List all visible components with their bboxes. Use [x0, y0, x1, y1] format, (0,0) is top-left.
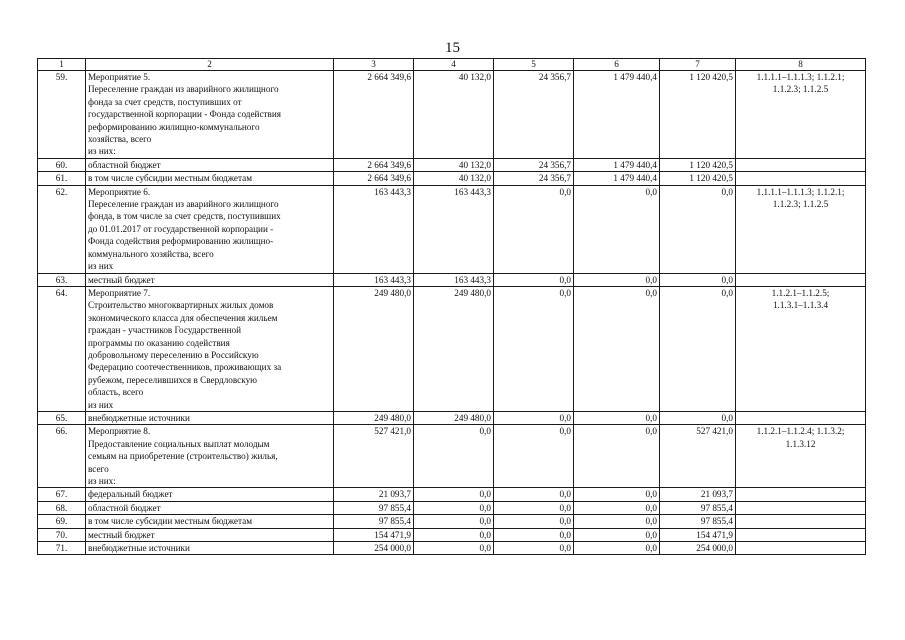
value-col3-cell: 254 000,0: [334, 542, 414, 555]
row-number-cell: 59.: [38, 71, 86, 159]
value-col5-cell: 24 356,7: [494, 158, 574, 171]
value-col6-cell: 0,0: [574, 286, 660, 411]
value-col5-cell: 0,0: [494, 411, 574, 424]
value-col7-cell: 1 120 420,5: [660, 158, 736, 171]
value-col7-cell: 0,0: [660, 185, 736, 273]
value-col6-cell: 1 479 440,4: [574, 172, 660, 185]
value-col4-cell: 40 132,0: [414, 172, 494, 185]
column-header: 2: [86, 59, 334, 71]
row-description-cell: местный бюджет: [86, 528, 334, 541]
row-number-cell: 68.: [38, 501, 86, 514]
value-col6-cell: 0,0: [574, 185, 660, 273]
table-row: [38, 411, 866, 424]
value-col5-cell: 0,0: [494, 185, 574, 273]
value-col5-cell: 0,0: [494, 273, 574, 286]
row-number-cell: 61.: [38, 172, 86, 185]
table-row: [38, 542, 866, 555]
target-indicators-cell: 1.1.1.1–1.1.1.3; 1.1.2.1; 1.1.2.3; 1.1.2.5: [736, 185, 866, 273]
value-col5-cell: 0,0: [494, 286, 574, 411]
row-description-cell: в том числе субсидии местным бюджетам: [86, 172, 334, 185]
value-col6-cell: 0,0: [574, 273, 660, 286]
column-header-row: [38, 59, 866, 71]
value-col6-cell: 0,0: [574, 528, 660, 541]
target-indicators-cell: [736, 515, 866, 528]
column-header: 4: [414, 59, 494, 71]
value-col7-cell: 0,0: [660, 273, 736, 286]
column-header: 3: [334, 59, 414, 71]
funding-table: [37, 58, 866, 555]
target-indicators-cell: [736, 528, 866, 541]
target-indicators-cell: 1.1.2.1–1.1.2.5; 1.1.3.1–1.1.3.4: [736, 286, 866, 411]
value-col6-cell: 1 479 440,4: [574, 71, 660, 159]
value-col3-cell: 2 664 349,6: [334, 172, 414, 185]
value-col6-cell: 0,0: [574, 488, 660, 501]
column-header: 1: [38, 59, 86, 71]
table-row: [38, 515, 866, 528]
value-col4-cell: 163 443,3: [414, 185, 494, 273]
row-number-cell: 65.: [38, 411, 86, 424]
target-indicators-cell: [736, 158, 866, 171]
table-row: [38, 488, 866, 501]
value-col4-cell: 249 480,0: [414, 286, 494, 411]
table-row: [38, 286, 866, 411]
value-col5-cell: 0,0: [494, 501, 574, 514]
value-col4-cell: 163 443,3: [414, 273, 494, 286]
value-col4-cell: 0,0: [414, 425, 494, 488]
value-col4-cell: 0,0: [414, 515, 494, 528]
row-description-cell: федеральный бюджет: [86, 488, 334, 501]
row-description-cell: местный бюджет: [86, 273, 334, 286]
row-description-cell: Мероприятие 6. Переселение граждан из аварийного жилищного фонда, в том числе за счет средств, поступивших до 01.01.2017 от государственной корпорации - Фонда содействия реформированию жилищно- коммунального хозяйства, всего из них: [86, 185, 334, 273]
table-row: [38, 425, 866, 488]
value-col3-cell: 2 664 349,6: [334, 71, 414, 159]
row-description-cell: в том числе субсидии местным бюджетам: [86, 515, 334, 528]
value-col5-cell: 0,0: [494, 425, 574, 488]
row-number-cell: 67.: [38, 488, 86, 501]
value-col4-cell: 40 132,0: [414, 71, 494, 159]
target-indicators-cell: [736, 488, 866, 501]
value-col5-cell: 24 356,7: [494, 71, 574, 159]
value-col4-cell: 0,0: [414, 488, 494, 501]
row-number-cell: 69.: [38, 515, 86, 528]
value-col4-cell: 0,0: [414, 501, 494, 514]
table-row: [38, 172, 866, 185]
value-col4-cell: 40 132,0: [414, 158, 494, 171]
value-col3-cell: 163 443,3: [334, 185, 414, 273]
target-indicators-cell: [736, 411, 866, 424]
value-col3-cell: 21 093,7: [334, 488, 414, 501]
row-number-cell: 60.: [38, 158, 86, 171]
value-col5-cell: 0,0: [494, 515, 574, 528]
target-indicators-cell: 1.1.1.1–1.1.1.3; 1.1.2.1; 1.1.2.3; 1.1.2.5: [736, 71, 866, 159]
target-indicators-cell: 1.1.2.1–1.1.2.4; 1.1.3.2; 1.1.3.12: [736, 425, 866, 488]
value-col3-cell: 527 421,0: [334, 425, 414, 488]
value-col3-cell: 249 480,0: [334, 286, 414, 411]
row-number-cell: 64.: [38, 286, 86, 411]
value-col6-cell: 1 479 440,4: [574, 158, 660, 171]
table-row: [38, 273, 866, 286]
value-col6-cell: 0,0: [574, 425, 660, 488]
row-description-cell: областной бюджет: [86, 501, 334, 514]
target-indicators-cell: [736, 172, 866, 185]
value-col5-cell: 0,0: [494, 542, 574, 555]
value-col6-cell: 0,0: [574, 501, 660, 514]
value-col6-cell: 0,0: [574, 515, 660, 528]
value-col4-cell: 249 480,0: [414, 411, 494, 424]
value-col4-cell: 0,0: [414, 528, 494, 541]
value-col7-cell: 254 000,0: [660, 542, 736, 555]
row-number-cell: 62.: [38, 185, 86, 273]
row-description-cell: Мероприятие 7. Строительство многоквартирных жилых домов экономического класса для обеспечения жильем граждан - участников Государственной программы по оказанию содействия добровольному переселению в Российскую Федерацию соотечественников, проживающих за рубежом, переселившихся в Свердловскую область, всего из них: [86, 286, 334, 411]
value-col5-cell: 0,0: [494, 528, 574, 541]
value-col7-cell: 21 093,7: [660, 488, 736, 501]
value-col3-cell: 97 855,4: [334, 515, 414, 528]
value-col7-cell: 0,0: [660, 286, 736, 411]
value-col6-cell: 0,0: [574, 411, 660, 424]
value-col3-cell: 154 471,9: [334, 528, 414, 541]
table-row: [38, 528, 866, 541]
table-row: [38, 185, 866, 273]
value-col5-cell: 0,0: [494, 488, 574, 501]
value-col7-cell: 1 120 420,5: [660, 71, 736, 159]
row-description-cell: внебюджетные источники: [86, 542, 334, 555]
column-header: 5: [494, 59, 574, 71]
value-col3-cell: 97 855,4: [334, 501, 414, 514]
row-number-cell: 63.: [38, 273, 86, 286]
table-row: [38, 501, 866, 514]
value-col6-cell: 0,0: [574, 542, 660, 555]
table-row: [38, 158, 866, 171]
table-row: [38, 71, 866, 159]
value-col7-cell: 527 421,0: [660, 425, 736, 488]
column-header: 8: [736, 59, 866, 71]
value-col4-cell: 0,0: [414, 542, 494, 555]
column-header: 7: [660, 59, 736, 71]
target-indicators-cell: [736, 501, 866, 514]
row-description-cell: внебюджетные источники: [86, 411, 334, 424]
row-number-cell: 66.: [38, 425, 86, 488]
value-col7-cell: 154 471,9: [660, 528, 736, 541]
value-col7-cell: 1 120 420,5: [660, 172, 736, 185]
value-col7-cell: 97 855,4: [660, 501, 736, 514]
row-number-cell: 70.: [38, 528, 86, 541]
target-indicators-cell: [736, 273, 866, 286]
target-indicators-cell: [736, 542, 866, 555]
value-col3-cell: 249 480,0: [334, 411, 414, 424]
value-col3-cell: 163 443,3: [334, 273, 414, 286]
row-description-cell: Мероприятие 8. Предоставление социальных выплат молодым семьям на приобретение (строительство) жилья, всего из них:: [86, 425, 334, 488]
row-description-cell: Мероприятие 5. Переселение граждан из аварийного жилищного фонда за счет средств, поступивших от государственной корпорации - Фонда содействия реформированию жилищно-коммунального хозяйства, всего из них:: [86, 71, 334, 159]
value-col3-cell: 2 664 349,6: [334, 158, 414, 171]
value-col7-cell: 0,0: [660, 411, 736, 424]
page-number: 15: [445, 40, 460, 56]
value-col7-cell: 97 855,4: [660, 515, 736, 528]
value-col5-cell: 24 356,7: [494, 172, 574, 185]
row-number-cell: 71.: [38, 542, 86, 555]
row-description-cell: областной бюджет: [86, 158, 334, 171]
column-header: 6: [574, 59, 660, 71]
